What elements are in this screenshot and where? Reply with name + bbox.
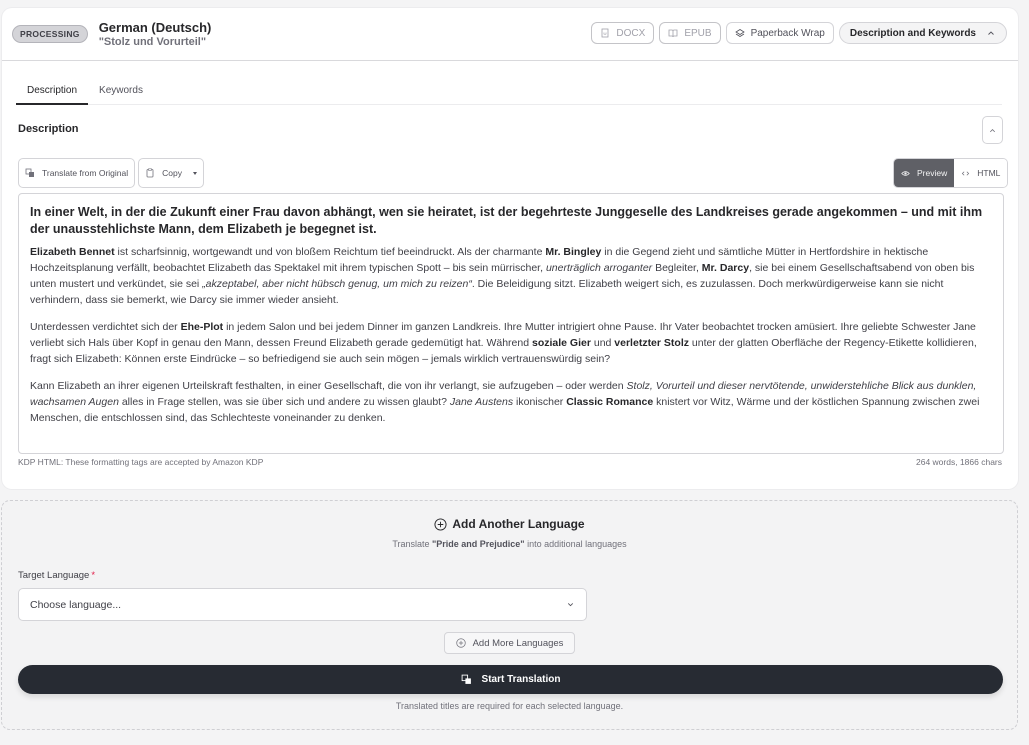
card-header — [2, 8, 1018, 61]
docx-button[interactable] — [591, 22, 654, 44]
svg-text:W: W — [603, 31, 608, 36]
description-lead: In einer Welt, in der die Zukunft einer Frau davon abhängt, wen sie heiratet, ist der begehrteste Junggeselle des Landkreises gerade angekommen – und mit ihm der unausstehlichste Mann, dem Elizabeth je begegnet ist. — [30, 205, 983, 236]
field-label-text: Target Language — [18, 570, 90, 581]
chevron-up-icon — [988, 126, 997, 135]
section-title: Description — [18, 123, 79, 135]
target-language-label — [18, 570, 95, 581]
editor-toolbar — [18, 158, 204, 188]
paperback-label: Paperback Wrap — [750, 27, 825, 39]
add-more-languages-button[interactable] — [444, 632, 575, 654]
status-badge: PROCESSING — [12, 25, 88, 44]
tab-description[interactable]: Description — [16, 80, 88, 105]
tab-bar — [16, 80, 1002, 105]
desc-keywords-label: Description and Keywords — [849, 27, 976, 39]
preview-label: Preview — [917, 168, 948, 178]
header-actions — [591, 22, 1007, 44]
chevron-down-icon — [566, 600, 575, 609]
docx-label: DOCX — [616, 27, 646, 39]
html-label: HTML — [977, 168, 1001, 178]
translation-note: Translated titles are required for each selected language. — [395, 701, 624, 711]
language-title: German (Deutsch) — [98, 19, 212, 35]
description-editor[interactable] — [18, 193, 1004, 454]
html-button[interactable] — [954, 159, 1007, 187]
copy-button[interactable] — [138, 158, 204, 188]
epub-button[interactable] — [659, 22, 720, 44]
epub-label: EPUB — [684, 27, 712, 39]
add-language-title: Add Another Language — [452, 517, 585, 531]
subtitle-pre: Translate — [392, 539, 433, 549]
book-open-icon — [668, 28, 678, 38]
start-translation-button[interactable] — [18, 665, 1003, 694]
description-paragraph: Elizabeth Bennet ist scharfsinnig, wortgewandt und von bloßem Reichtum tief beeindruckt. Als der charmante Mr. Bingley in die Gegend zieht und sämtliche Mütter in Hertfordshire in hektische Hochzeitsplanung verfällt, beobachtet Elizabeth das Spektakel mit ihrem typischen Spott – bis sein mürrischer, unerträglich arroganter Begleiter, Mr. Darcy, sie bei einem Gesellschaftsabend von oben bis unten mustert und verkündet, sie sei „akzeptabel, aber nicht hübsch genug, um mich zu reizen“. Die Beleidigung sitzt. Elizabeth weigert sich, es zuzulassen. Doch merkwürdigerweise kann sie nicht verhindern, dass sie bemerkt, wie Darcy sie immer wieder ansieht. — [30, 246, 975, 306]
kdp-html-note: KDP HTML: These formatting tags are accepted by Amazon KDP — [18, 457, 264, 467]
subtitle-book: "Pride and Prejudice" — [432, 539, 525, 549]
collapse-button[interactable] — [982, 116, 1003, 144]
document-icon — [600, 28, 610, 38]
add-language-header — [2, 517, 1017, 531]
word-char-count: 264 words, 1866 chars — [916, 457, 1002, 467]
clipboard-icon — [145, 168, 155, 178]
eye-icon — [901, 169, 910, 178]
start-translation-label: Start Translation — [481, 674, 561, 685]
translate-from-original-button[interactable] — [18, 158, 135, 188]
paperback-wrap-button[interactable] — [726, 22, 834, 44]
translate-icon — [25, 168, 35, 178]
add-more-label: Add More Languages — [472, 637, 564, 649]
plus-circle-icon — [456, 638, 466, 648]
copy-label: Copy — [162, 168, 182, 178]
caret-down-icon[interactable] — [193, 172, 197, 175]
tab-keywords[interactable]: Keywords — [99, 85, 143, 96]
subtitle-post: into additional languages — [524, 539, 627, 549]
translate-icon — [461, 674, 472, 685]
description-paragraph: Unterdessen verdichtet sich der Ehe-Plot in jedem Salon und bei jedem Dinner im ganzen Landkreis. Ihre Mutter intrigiert ohne Pause. Ihr Vater beobachtet trocken amüsiert. Ihre geliebte Schwester Jane verliebt sich Hals über Kopf in genau den Mann, dessen Freund Elizabeth gerade gedemütigt hat. Während soziale Gier und verletzter Stolz unter der glatten Oberfläche der Regency-Etikette kollidieren, fragt sich Elizabeth: Können erste Eindrücke – so befriedigend sie auch sein mögen – jemals wirklich vertrauenswürdig sein? — [30, 321, 977, 365]
add-language-panel — [1, 500, 1018, 730]
chevron-up-icon — [986, 28, 996, 38]
translate-label: Translate from Original — [42, 168, 129, 178]
select-placeholder: Choose language... — [30, 598, 122, 611]
code-icon — [961, 169, 970, 178]
book-title: "Stolz und Vorurteil" — [98, 35, 207, 48]
title-block — [99, 20, 212, 49]
target-language-select[interactable] — [18, 588, 587, 621]
description-keywords-toggle[interactable] — [839, 22, 1007, 44]
required-mark: * — [91, 570, 96, 581]
description-paragraph: Kann Elizabeth an ihrer eigenen Urteilskraft festhalten, in einer Gesellschaft, die von ihr verlangt, sie aufzugeben – oder werden Stolz, Vorurteil und dieser nervtötende, unwiderstehliche Blick aus dunklen, wachsamen Augen alles in Frage stellen, was sie über sich und andere zu wissen glaubt? Jane Austens ikonischer Classic Romance knistert vor Witz, Wärme und der köstlichen Spannung zwischen zwei Menschen, die entschlossen sind, das Schlechteste voneinander zu denken. — [30, 380, 980, 424]
view-mode-toggle — [893, 158, 1008, 188]
preview-button[interactable] — [894, 159, 954, 187]
add-language-subtitle — [2, 539, 1017, 549]
plus-circle-icon — [434, 518, 447, 531]
translation-card — [2, 8, 1018, 489]
layers-icon — [735, 28, 745, 38]
